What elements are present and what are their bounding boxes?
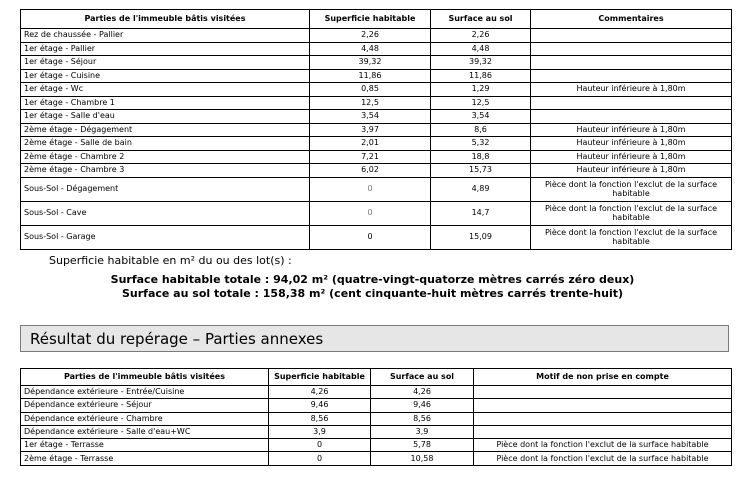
cell-habitable: 0 [269, 452, 371, 465]
table-row [21, 439, 732, 452]
table-row [21, 123, 732, 137]
header-motif: Motif de non prise en compte [474, 369, 732, 386]
cell-sol: 4,89 [431, 177, 531, 201]
cell-motif [474, 412, 732, 425]
cell-comment: Pièce dont la fonction l'exclut de la surface habitable [531, 225, 732, 249]
cell-comment: Hauteur inférieure à 1,80m [531, 123, 732, 137]
cell-comment [531, 29, 732, 43]
cell-room: Rez de chaussée - Pallier [21, 29, 310, 43]
cell-comment [531, 69, 732, 83]
cell-sol: 4,26 [371, 386, 474, 399]
cell-comment: Pièce dont la fonction l'exclut de la surface habitable [531, 201, 732, 225]
cell-habitable: 39,32 [310, 56, 431, 70]
cell-comment [531, 56, 732, 70]
cell-room: 1er étage - Wc [21, 83, 310, 97]
cell-sol: 5,32 [431, 137, 531, 151]
cell-room: Sous-Sol - Cave [21, 201, 310, 225]
cell-sol: 9,46 [371, 399, 474, 412]
cell-room: Sous-Sol - Garage [21, 225, 310, 249]
table-row [21, 225, 732, 249]
table-header-row [21, 369, 732, 386]
cell-habitable: 0 [310, 225, 431, 249]
cell-habitable: 0 [269, 439, 371, 452]
cell-comment [531, 96, 732, 110]
header-superficie-habitable: Superficie habitable [310, 10, 431, 29]
table-row [21, 69, 732, 83]
cell-sol: 4,48 [431, 42, 531, 56]
table-row [21, 56, 732, 70]
table-row [21, 386, 732, 399]
cell-room: Dépendance extérieure - Chambre [21, 412, 269, 425]
cell-room: 1er étage - Cuisine [21, 69, 310, 83]
cell-sol: 5,78 [371, 439, 474, 452]
cell-habitable: 8,56 [269, 412, 371, 425]
cell-room: Sous-Sol - Dégagement [21, 177, 310, 201]
cell-comment: Hauteur inférieure à 1,80m [531, 164, 732, 178]
cell-sol: 15,73 [431, 164, 531, 178]
cell-room: Dépendance extérieure - Salle d'eau+WC [21, 425, 269, 438]
table-row [21, 150, 732, 164]
header-surface-sol: Surface au sol [431, 10, 531, 29]
cell-sol: 8,56 [371, 412, 474, 425]
table-row [21, 164, 732, 178]
cell-sol: 39,32 [431, 56, 531, 70]
cell-motif: Pièce dont la fonction l'exclut de la surface habitable [474, 452, 732, 465]
cell-habitable: 0,85 [310, 83, 431, 97]
table-row [21, 399, 732, 412]
cell-sol: 3,9 [371, 425, 474, 438]
annex-surface-table [20, 368, 732, 466]
cell-sol: 2,26 [431, 29, 531, 43]
cell-motif [474, 399, 732, 412]
cell-sol: 1,29 [431, 83, 531, 97]
header-surface-sol: Surface au sol [371, 369, 474, 386]
cell-room: 2ème étage - Dégagement [21, 123, 310, 137]
cell-room: 1er étage - Salle d'eau [21, 110, 310, 124]
cell-habitable: 7,21 [310, 150, 431, 164]
total-sol: Surface au sol totale : 158,38 m² (cent cinquante-huit mètres carrés trente-huit) [121, 287, 624, 300]
cell-sol: 15,09 [431, 225, 531, 249]
cell-room: 2ème étage - Chambre 2 [21, 150, 310, 164]
table-row [21, 137, 732, 151]
cell-habitable: 12,5 [310, 96, 431, 110]
cell-sol: 11,86 [431, 69, 531, 83]
header-commentaires: Commentaires [531, 10, 732, 29]
table-row [21, 412, 732, 425]
cell-room: Dépendance extérieure - Entrée/Cuisine [21, 386, 269, 399]
cell-habitable: 4,48 [310, 42, 431, 56]
section-title-annexes: Résultat du repérage – Parties annexes [20, 325, 729, 352]
cell-habitable: 2,01 [310, 137, 431, 151]
cell-comment: Pièce dont la fonction l'exclut de la surface habitable [531, 177, 732, 201]
cell-comment: Hauteur inférieure à 1,80m [531, 137, 732, 151]
table-row [21, 177, 732, 201]
cell-sol: 12,5 [431, 96, 531, 110]
table-row [21, 96, 732, 110]
cell-sol: 3,54 [431, 110, 531, 124]
cell-room: 1er étage - Séjour [21, 56, 310, 70]
cell-room: Dépendance extérieure - Séjour [21, 399, 269, 412]
cell-comment [531, 110, 732, 124]
header-parties: Parties de l'immeuble bâtis visitées [21, 10, 310, 29]
table-row [21, 42, 732, 56]
cell-habitable: 2,26 [310, 29, 431, 43]
total-habitable: Surface habitable totale : 94,02 m² (quatre-vingt-quatorze mètres carrés zéro deux) [110, 273, 635, 286]
cell-room: 1er étage - Pallier [21, 42, 310, 56]
cell-comment: Hauteur inférieure à 1,80m [531, 83, 732, 97]
table-row [21, 110, 732, 124]
cell-room: 1er étage - Terrasse [21, 439, 269, 452]
cell-motif: Pièce dont la fonction l'exclut de la surface habitable [474, 439, 732, 452]
header-parties: Parties de l'immeuble bâtis visitées [21, 369, 269, 386]
table-row [21, 29, 732, 43]
cell-comment: Hauteur inférieure à 1,80m [531, 150, 732, 164]
cell-room: 1er étage - Chambre 1 [21, 96, 310, 110]
table-row [21, 201, 732, 225]
cell-motif [474, 425, 732, 438]
table-row [21, 83, 732, 97]
cell-room: 2ème étage - Salle de bain [21, 137, 310, 151]
cell-sol: 8,6 [431, 123, 531, 137]
cell-room: 2ème étage - Terrasse [21, 452, 269, 465]
habitable-surface-table [20, 9, 732, 250]
cell-habitable: 3,9 [269, 425, 371, 438]
cell-motif [474, 386, 732, 399]
cell-sol: 18,8 [431, 150, 531, 164]
cell-habitable: 6,02 [310, 164, 431, 178]
cell-sol: 10,58 [371, 452, 474, 465]
table-row [21, 425, 732, 438]
cell-habitable: 0 [310, 201, 431, 225]
cell-habitable: 9,46 [269, 399, 371, 412]
table-header-row [21, 10, 732, 29]
cell-sol: 14,7 [431, 201, 531, 225]
cell-habitable: 0 [310, 177, 431, 201]
header-superficie-habitable: Superficie habitable [269, 369, 371, 386]
cell-comment [531, 42, 732, 56]
cell-habitable: 3,54 [310, 110, 431, 124]
cell-room: 2ème étage - Chambre 3 [21, 164, 310, 178]
cell-habitable: 3,97 [310, 123, 431, 137]
cell-habitable: 4,26 [269, 386, 371, 399]
habitable-subtitle: Superficie habitable en m² du ou des lot(s) : [49, 254, 292, 267]
table-row [21, 452, 732, 465]
cell-habitable: 11,86 [310, 69, 431, 83]
